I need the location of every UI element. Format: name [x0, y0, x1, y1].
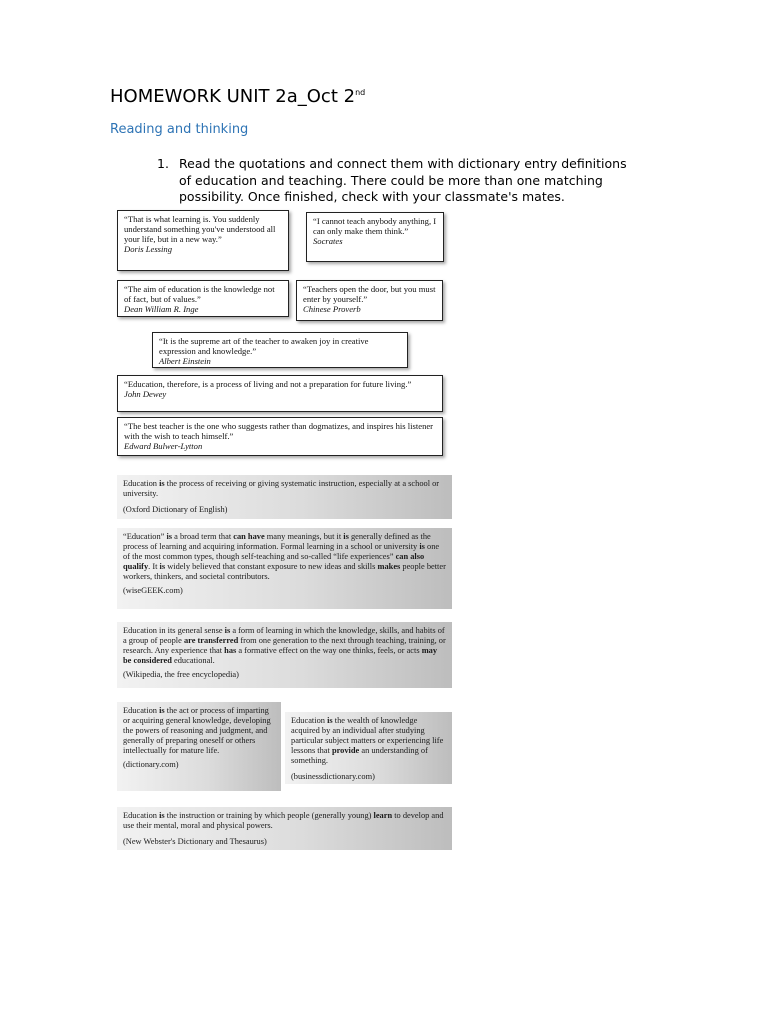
- quote-text: “I cannot teach anybody anything, I can only make them think.”: [313, 216, 437, 236]
- quote-author: Chinese Proverb: [303, 304, 361, 314]
- definition-source: (Wikipedia, the free encyclopedia): [123, 670, 239, 679]
- definition-text-segment: the process of receiving or giving systematic instruction, especially at a school or university.: [123, 479, 440, 498]
- definition-bold-verb: may be considered: [123, 646, 438, 665]
- definition-text-segment: one of the most common types, though self-teaching and so-called “life experiences”: [123, 542, 440, 561]
- definition-text-segment: from one generation to the next through teaching, training, or research. Any experience that: [123, 636, 446, 655]
- definition-text-segment: educational.: [171, 656, 215, 665]
- definition-bold-verb: is: [224, 626, 231, 635]
- definition-webster: [117, 807, 452, 850]
- definition-text-segment: many meanings, but it: [264, 532, 344, 541]
- definition-text: [123, 626, 446, 666]
- definition-text-segment: to develop and use their mental, moral and physical powers.: [123, 811, 444, 830]
- task-item: [157, 156, 637, 206]
- definition-bold-verb: is: [159, 811, 165, 820]
- definition-bold-verb: can have: [233, 532, 265, 541]
- definition-text-segment: Education: [291, 716, 328, 725]
- definition-text: [123, 706, 275, 756]
- task-number: 1.: [157, 156, 169, 171]
- definition-text: [123, 479, 446, 499]
- definition-source: (wiseGEEK.com): [123, 586, 183, 595]
- task-text: Read the quotations and connect them with dictionary entry definitions of education and teaching. There could be more than one matching possibility. Once finished, check with your classmate's mates.: [179, 156, 627, 204]
- definition-text-segment: Education in its general sense: [123, 626, 225, 635]
- quote-author: Edward Bulwer-Lytton: [124, 441, 203, 451]
- definition-text-segment: a formative effect on the way one thinks, feels, or acts: [236, 646, 422, 655]
- definition-bold-verb: are transferred: [183, 636, 239, 645]
- definition-wisegeek: [117, 528, 452, 609]
- quote-text: “The best teacher is the one who suggests rather than dogmatizes, and inspires his listener with the wish to teach himself.”: [124, 421, 434, 441]
- definition-text-segment: the act or process of imparting or acquiring general knowledge, developing the powers of reasoning and judgment, and generally of preparing oneself or others intellectually for mature life.: [123, 706, 271, 755]
- quote-author: Doris Lessing: [124, 244, 172, 254]
- definition-text-segment: people better workers, thinkers, and societal contributors.: [123, 562, 446, 581]
- definition-source: (Oxford Dictionary of English): [123, 505, 228, 514]
- definition-text-segment: Education: [123, 479, 160, 488]
- quote-box-inge: [117, 280, 289, 317]
- definition-bold-verb: learn: [373, 811, 393, 820]
- definition-text: [123, 532, 446, 582]
- quote-box-bulwer-lytton: [117, 417, 443, 456]
- quote-author: Dean William R. Inge: [124, 304, 199, 314]
- definition-text: [291, 716, 446, 766]
- definition-wikipedia: [117, 622, 452, 688]
- definition-text-segment: . It: [148, 562, 160, 571]
- quote-text: “It is the supreme art of the teacher to awaken joy in creative expression and knowledge.”: [159, 336, 369, 356]
- definition-text-segment: “Education”: [123, 532, 167, 541]
- definition-bold-verb: makes: [377, 562, 401, 571]
- quote-text: “The aim of education is the knowledge not of fact, but of values.”: [124, 284, 275, 304]
- quote-box-dewey: [117, 375, 443, 412]
- definition-bold-verb: has: [224, 646, 237, 655]
- definition-bold-verb: is: [159, 562, 166, 571]
- definition-text-segment: a form of learning in which the knowledge, skills, and habits of a group of people: [123, 626, 445, 645]
- definition-source: (New Webster's Dictionary and Thesaurus): [123, 837, 267, 846]
- definition-text: [123, 811, 446, 831]
- definition-bold-verb: can also qualify: [123, 552, 425, 571]
- definition-text-segment: generally defined as the process of learning and acquiring information. Formal learning in a school or university: [123, 532, 431, 551]
- quote-text: “That is what learning is. You suddenly understand something you've understood all your life, but in a new way.”: [124, 214, 276, 244]
- quote-author: Socrates: [313, 236, 343, 246]
- definition-businessdictionary: [285, 712, 452, 784]
- definition-text-segment: a broad term that: [172, 532, 234, 541]
- quote-author: John Dewey: [124, 389, 167, 399]
- definition-text-segment: the instruction or training by which people (generally young): [164, 811, 374, 820]
- definition-bold-verb: is: [419, 542, 425, 551]
- definition-text-segment: widely believed that constant exposure to new ideas and skills: [165, 562, 378, 571]
- quote-author: Albert Einstein: [159, 356, 211, 366]
- quote-box-socrates: [306, 212, 444, 262]
- page-title: [110, 86, 365, 107]
- definition-bold-verb: is: [166, 532, 173, 541]
- definition-text-segment: Education: [123, 706, 160, 715]
- definition-bold-verb: is: [159, 706, 165, 715]
- page-title-superscript: nd: [355, 88, 366, 97]
- definition-bold-verb: is: [327, 716, 333, 725]
- definition-bold-verb: is: [159, 479, 165, 488]
- definition-source: (businessdictionary.com): [291, 772, 375, 781]
- quote-text: “Teachers open the door, but you must enter by yourself.”: [303, 284, 436, 304]
- definition-oxford: [117, 475, 452, 519]
- definition-text-segment: an understanding of something.: [291, 746, 428, 765]
- quote-box-lessing: [117, 210, 289, 271]
- page-title-text: HOMEWORK UNIT 2a_Oct 2: [110, 86, 356, 107]
- definition-dictionary-com: [117, 702, 281, 791]
- definition-text-segment: the wealth of knowledge acquired by an individual after studying particular subject matters or experiencing life lessons that: [291, 716, 444, 755]
- section-subtitle: Reading and thinking: [110, 122, 249, 137]
- definition-text-segment: Education: [123, 811, 160, 820]
- quote-box-einstein: [152, 332, 408, 368]
- definition-bold-verb: provide: [331, 746, 360, 755]
- definition-bold-verb: is: [343, 532, 349, 541]
- quote-text: “Education, therefore, is a process of living and not a preparation for future living.”: [124, 379, 412, 389]
- quote-box-proverb: [296, 280, 443, 321]
- definition-source: (dictionary.com): [123, 760, 179, 769]
